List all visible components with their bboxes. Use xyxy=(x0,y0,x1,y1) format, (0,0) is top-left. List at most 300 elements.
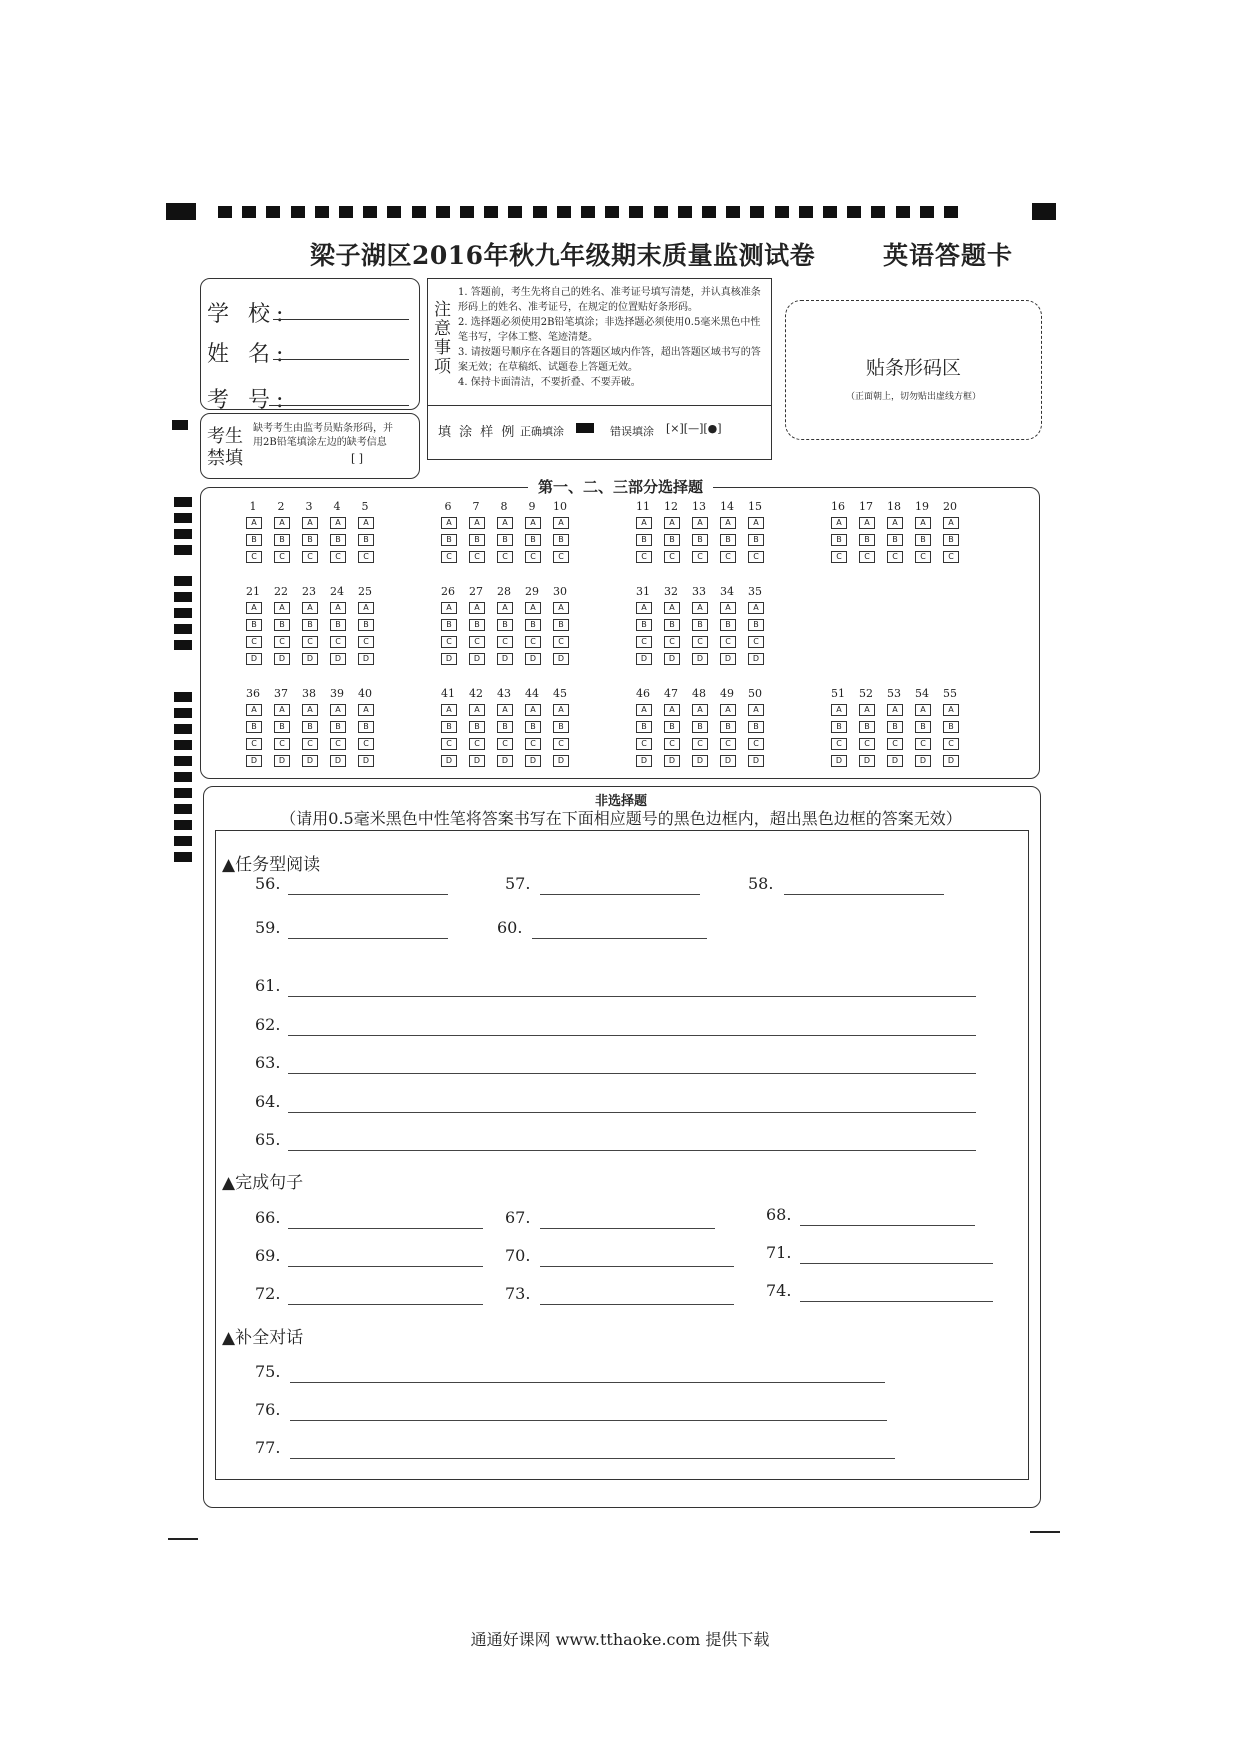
option-bubble-a[interactable]: A xyxy=(525,704,541,716)
option-bubble-a[interactable]: A xyxy=(943,517,959,529)
option-bubble-c[interactable]: C xyxy=(358,738,374,750)
answer-line[interactable] xyxy=(288,894,448,895)
option-bubble-b[interactable]: B xyxy=(525,619,541,631)
option-bubble-c[interactable]: C xyxy=(358,636,374,648)
option-bubble-a[interactable]: A xyxy=(497,602,513,614)
answer-line[interactable] xyxy=(532,938,707,939)
option-bubble-c[interactable]: C xyxy=(302,636,318,648)
timing-mark xyxy=(174,852,192,862)
option-bubble-b[interactable]: B xyxy=(469,721,485,733)
option-bubble-a[interactable]: A xyxy=(274,602,290,614)
question-number: 29 xyxy=(525,585,539,598)
category-complete-sentences: ▲完成句子 xyxy=(222,1173,304,1193)
option-bubble-b[interactable]: B xyxy=(441,721,457,733)
answer-line[interactable] xyxy=(540,1266,734,1267)
barcode-area xyxy=(785,300,1042,440)
option-bubble-d[interactable]: D xyxy=(859,755,875,767)
question-number: 33 xyxy=(692,585,706,598)
option-bubble-b[interactable]: B xyxy=(358,721,374,733)
question-number: 35 xyxy=(748,585,762,598)
option-bubble-a[interactable]: A xyxy=(692,602,708,614)
option-bubble-a[interactable]: A xyxy=(664,602,680,614)
option-bubble-d[interactable]: D xyxy=(358,653,374,665)
notice-item: 3. 请按题号顺序在各题目的答题区域内作答，超出答题区域书写的答案无效；在草稿纸、试题卷上答题无效。 xyxy=(458,347,761,373)
question-number: 49 xyxy=(720,687,734,700)
option-bubble-b[interactable]: B xyxy=(302,721,318,733)
school-field[interactable] xyxy=(273,319,409,320)
answer-line[interactable] xyxy=(540,1228,715,1229)
option-bubble-a[interactable]: A xyxy=(525,517,541,529)
option-bubble-b[interactable]: B xyxy=(664,619,680,631)
timing-mark xyxy=(629,206,643,218)
option-bubble-a[interactable]: A xyxy=(525,602,541,614)
option-bubble-d[interactable]: D xyxy=(831,755,847,767)
option-bubble-a[interactable]: A xyxy=(831,704,847,716)
option-bubble-c[interactable]: C xyxy=(636,738,652,750)
option-bubble-c[interactable]: C xyxy=(692,636,708,648)
option-bubble-c[interactable]: C xyxy=(943,551,959,563)
option-bubble-b[interactable]: B xyxy=(748,721,764,733)
exam-no-label: 考 号: xyxy=(207,388,290,413)
question-number: 19 xyxy=(915,500,929,513)
option-bubble-a[interactable]: A xyxy=(330,602,346,614)
question-number: 31 xyxy=(636,585,650,598)
option-bubble-a[interactable]: A xyxy=(720,704,736,716)
option-bubble-b[interactable]: B xyxy=(692,534,708,546)
timing-mark xyxy=(750,206,764,218)
question-number: 9 xyxy=(528,500,536,513)
timing-mark xyxy=(412,206,426,218)
question-number: 5 xyxy=(361,500,369,513)
timing-mark xyxy=(172,420,188,430)
question-number: 7 xyxy=(472,500,480,513)
answer-number: 60. xyxy=(497,918,523,937)
option-bubble-c[interactable]: C xyxy=(915,551,931,563)
option-bubble-a[interactable]: A xyxy=(330,704,346,716)
option-bubble-c[interactable]: C xyxy=(525,738,541,750)
answer-line[interactable] xyxy=(800,1301,993,1302)
answer-number: 70. xyxy=(505,1246,531,1265)
option-bubble-b[interactable]: B xyxy=(748,619,764,631)
option-bubble-a[interactable]: A xyxy=(497,517,513,529)
option-bubble-c[interactable]: C xyxy=(887,551,903,563)
option-bubble-b[interactable]: B xyxy=(246,619,262,631)
option-bubble-a[interactable]: A xyxy=(302,602,318,614)
option-bubble-b[interactable]: B xyxy=(525,721,541,733)
question-number: 20 xyxy=(943,500,957,513)
answer-line[interactable] xyxy=(288,996,976,997)
option-bubble-b[interactable]: B xyxy=(859,721,875,733)
option-bubble-a[interactable]: A xyxy=(636,602,652,614)
option-bubble-c[interactable]: C xyxy=(358,551,374,563)
timing-mark xyxy=(847,206,861,218)
answer-line[interactable] xyxy=(288,1304,483,1305)
option-bubble-b[interactable]: B xyxy=(246,534,262,546)
option-bubble-d[interactable]: D xyxy=(274,755,290,767)
option-bubble-a[interactable]: A xyxy=(720,517,736,529)
option-bubble-a[interactable]: A xyxy=(553,602,569,614)
option-bubble-a[interactable]: A xyxy=(664,704,680,716)
option-bubble-c[interactable]: C xyxy=(246,636,262,648)
option-bubble-a[interactable]: A xyxy=(358,602,374,614)
option-bubble-b[interactable]: B xyxy=(358,534,374,546)
option-bubble-b[interactable]: B xyxy=(525,534,541,546)
option-bubble-b[interactable]: B xyxy=(330,721,346,733)
option-bubble-d[interactable]: D xyxy=(246,653,262,665)
option-bubble-a[interactable]: A xyxy=(887,704,903,716)
answer-number: 67. xyxy=(505,1208,531,1227)
option-bubble-c[interactable]: C xyxy=(720,636,736,648)
option-bubble-a[interactable]: A xyxy=(330,517,346,529)
option-bubble-b[interactable]: B xyxy=(720,721,736,733)
option-bubble-b[interactable]: B xyxy=(720,534,736,546)
option-bubble-d[interactable]: D xyxy=(636,755,652,767)
option-bubble-b[interactable]: B xyxy=(859,534,875,546)
answer-line[interactable] xyxy=(288,1228,483,1229)
answer-line[interactable] xyxy=(540,1304,734,1305)
answer-line[interactable] xyxy=(540,894,700,895)
option-bubble-b[interactable]: B xyxy=(664,534,680,546)
option-bubble-c[interactable]: C xyxy=(497,636,513,648)
option-bubble-b[interactable]: B xyxy=(887,721,903,733)
question-number: 13 xyxy=(692,500,706,513)
timing-mark xyxy=(654,206,668,218)
option-bubble-d[interactable]: D xyxy=(497,755,513,767)
option-bubble-b[interactable]: B xyxy=(441,534,457,546)
answer-number: 57. xyxy=(505,874,531,893)
answer-number: 58. xyxy=(748,874,774,893)
option-bubble-d[interactable]: D xyxy=(302,653,318,665)
timing-mark xyxy=(944,206,958,218)
option-bubble-a[interactable]: A xyxy=(302,704,318,716)
question-number: 40 xyxy=(358,687,372,700)
answer-line[interactable] xyxy=(290,1458,895,1459)
option-bubble-c[interactable]: C xyxy=(748,636,764,648)
option-bubble-c[interactable]: C xyxy=(302,738,318,750)
option-bubble-d[interactable]: D xyxy=(302,755,318,767)
name-field[interactable] xyxy=(273,359,409,360)
option-bubble-a[interactable]: A xyxy=(915,517,931,529)
option-bubble-d[interactable]: D xyxy=(441,653,457,665)
option-bubble-c[interactable]: C xyxy=(748,551,764,563)
option-bubble-c[interactable]: C xyxy=(441,738,457,750)
option-bubble-b[interactable]: B xyxy=(330,619,346,631)
option-bubble-c[interactable]: C xyxy=(441,636,457,648)
question-number: 36 xyxy=(246,687,260,700)
option-bubble-a[interactable]: A xyxy=(302,517,318,529)
option-bubble-b[interactable]: B xyxy=(274,721,290,733)
notice-list xyxy=(458,285,763,390)
option-bubble-a[interactable]: A xyxy=(553,704,569,716)
name-label: 姓 名: xyxy=(207,342,290,367)
option-bubble-b[interactable]: B xyxy=(887,534,903,546)
footer-text: 通通好课网 www.tthaoke.com 提供下载 xyxy=(470,1630,770,1649)
choice-section xyxy=(200,487,1040,779)
option-bubble-b[interactable]: B xyxy=(469,619,485,631)
choice-section-title: 第一、二、三部分选择题 xyxy=(528,476,713,497)
timing-mark xyxy=(166,203,196,220)
option-bubble-c[interactable]: C xyxy=(859,551,875,563)
option-bubble-a[interactable]: A xyxy=(246,517,262,529)
option-bubble-a[interactable]: A xyxy=(246,704,262,716)
answer-line[interactable] xyxy=(288,1266,483,1267)
option-bubble-a[interactable]: A xyxy=(859,517,875,529)
option-bubble-c[interactable]: C xyxy=(553,636,569,648)
option-bubble-c[interactable]: C xyxy=(748,738,764,750)
option-bubble-d[interactable]: D xyxy=(692,755,708,767)
answer-line[interactable] xyxy=(800,1225,975,1226)
option-bubble-b[interactable]: B xyxy=(469,534,485,546)
answer-line[interactable] xyxy=(288,1035,976,1036)
option-bubble-a[interactable]: A xyxy=(274,704,290,716)
option-bubble-b[interactable]: B xyxy=(553,619,569,631)
answer-number: 61. xyxy=(255,976,281,995)
option-bubble-c[interactable]: C xyxy=(915,738,931,750)
option-bubble-b[interactable]: B xyxy=(274,619,290,631)
option-bubble-c[interactable]: C xyxy=(246,551,262,563)
option-bubble-a[interactable]: A xyxy=(692,517,708,529)
timing-mark xyxy=(174,640,192,650)
notice-item: 1. 答题前，考生先将自己的姓名、准考证号填写清楚，并认真核准条形码上的姓名、准考证号，在规定的位置贴好条形码。 xyxy=(458,287,761,313)
barcode-note: （正面朝上，切勿贴出虚线方框） xyxy=(845,392,981,402)
option-bubble-c[interactable]: C xyxy=(330,738,346,750)
option-bubble-c[interactable]: C xyxy=(274,551,290,563)
option-bubble-c[interactable]: C xyxy=(943,738,959,750)
option-bubble-d[interactable]: D xyxy=(358,755,374,767)
answer-number: 66. xyxy=(255,1208,281,1227)
timing-mark xyxy=(605,206,619,218)
option-bubble-b[interactable]: B xyxy=(915,534,931,546)
option-bubble-d[interactable]: D xyxy=(330,755,346,767)
option-bubble-c[interactable]: C xyxy=(469,636,485,648)
option-bubble-a[interactable]: A xyxy=(441,602,457,614)
option-bubble-b[interactable]: B xyxy=(636,619,652,631)
option-bubble-c[interactable]: C xyxy=(664,636,680,648)
option-bubble-a[interactable]: A xyxy=(831,517,847,529)
option-bubble-b[interactable]: B xyxy=(831,534,847,546)
question-number: 51 xyxy=(831,687,845,700)
option-bubble-d[interactable]: D xyxy=(636,653,652,665)
option-bubble-c[interactable]: C xyxy=(887,738,903,750)
option-bubble-a[interactable]: A xyxy=(441,517,457,529)
option-bubble-c[interactable]: C xyxy=(831,551,847,563)
option-bubble-d[interactable]: D xyxy=(720,653,736,665)
exam-no-field[interactable] xyxy=(269,405,409,406)
question-number: 37 xyxy=(274,687,288,700)
option-bubble-c[interactable]: C xyxy=(274,636,290,648)
option-bubble-c[interactable]: C xyxy=(636,551,652,563)
option-bubble-d[interactable]: D xyxy=(720,755,736,767)
question-number: 39 xyxy=(330,687,344,700)
option-bubble-b[interactable]: B xyxy=(636,721,652,733)
option-bubble-a[interactable]: A xyxy=(469,602,485,614)
option-bubble-b[interactable]: B xyxy=(636,534,652,546)
option-bubble-b[interactable]: B xyxy=(497,534,513,546)
answer-number: 62. xyxy=(255,1014,281,1034)
option-bubble-c[interactable]: C xyxy=(441,551,457,563)
option-bubble-a[interactable]: A xyxy=(859,704,875,716)
option-bubble-a[interactable]: A xyxy=(636,517,652,529)
option-bubble-d[interactable]: D xyxy=(469,755,485,767)
option-bubble-a[interactable]: A xyxy=(915,704,931,716)
option-bubble-b[interactable]: B xyxy=(274,534,290,546)
option-bubble-a[interactable]: A xyxy=(720,602,736,614)
question-number: 3 xyxy=(305,500,313,513)
timing-mark xyxy=(174,576,192,586)
option-bubble-d[interactable]: D xyxy=(748,755,764,767)
option-bubble-c[interactable]: C xyxy=(469,551,485,563)
option-bubble-d[interactable]: D xyxy=(664,653,680,665)
option-bubble-c[interactable]: C xyxy=(330,636,346,648)
option-bubble-b[interactable]: B xyxy=(692,619,708,631)
correct-label: 正确填涂 xyxy=(520,425,564,438)
option-bubble-b[interactable]: B xyxy=(664,721,680,733)
option-bubble-b[interactable]: B xyxy=(720,619,736,631)
timing-mark xyxy=(174,740,192,750)
option-bubble-d[interactable]: D xyxy=(246,755,262,767)
option-bubble-b[interactable]: B xyxy=(441,619,457,631)
option-bubble-d[interactable]: D xyxy=(330,653,346,665)
option-bubble-a[interactable]: A xyxy=(664,517,680,529)
option-bubble-a[interactable]: A xyxy=(748,704,764,716)
option-bubble-d[interactable]: D xyxy=(553,653,569,665)
option-bubble-c[interactable]: C xyxy=(302,551,318,563)
option-bubble-a[interactable]: A xyxy=(441,704,457,716)
question-number: 28 xyxy=(497,585,511,598)
option-bubble-b[interactable]: B xyxy=(692,721,708,733)
option-bubble-c[interactable]: C xyxy=(525,636,541,648)
option-bubble-a[interactable]: A xyxy=(497,704,513,716)
option-bubble-c[interactable]: C xyxy=(246,738,262,750)
option-bubble-d[interactable]: D xyxy=(664,755,680,767)
option-bubble-b[interactable]: B xyxy=(358,619,374,631)
option-bubble-a[interactable]: A xyxy=(246,602,262,614)
option-bubble-c[interactable]: C xyxy=(859,738,875,750)
option-bubble-d[interactable]: D xyxy=(692,653,708,665)
option-bubble-a[interactable]: A xyxy=(692,704,708,716)
answer-line[interactable] xyxy=(288,1112,976,1113)
timing-mark xyxy=(460,206,474,218)
option-bubble-c[interactable]: C xyxy=(553,738,569,750)
option-bubble-b[interactable]: B xyxy=(915,721,931,733)
option-bubble-b[interactable]: B xyxy=(497,619,513,631)
option-bubble-a[interactable]: A xyxy=(887,517,903,529)
option-bubble-b[interactable]: B xyxy=(302,534,318,546)
option-bubble-d[interactable]: D xyxy=(274,653,290,665)
option-bubble-d[interactable]: D xyxy=(553,755,569,767)
answer-line[interactable] xyxy=(288,938,448,939)
option-bubble-c[interactable]: C xyxy=(553,551,569,563)
answer-line[interactable] xyxy=(288,1073,976,1074)
category-task-reading: ▲任务型阅读 xyxy=(222,855,321,875)
option-bubble-c[interactable]: C xyxy=(330,551,346,563)
timing-mark xyxy=(775,206,789,218)
option-bubble-a[interactable]: A xyxy=(469,517,485,529)
option-bubble-c[interactable]: C xyxy=(664,551,680,563)
option-bubble-c[interactable]: C xyxy=(720,738,736,750)
option-bubble-a[interactable]: A xyxy=(943,704,959,716)
timing-mark xyxy=(823,206,837,218)
option-bubble-d[interactable]: D xyxy=(469,653,485,665)
option-bubble-a[interactable]: A xyxy=(636,704,652,716)
answer-number: 59. xyxy=(255,918,281,937)
option-bubble-c[interactable]: C xyxy=(692,551,708,563)
option-bubble-d[interactable]: D xyxy=(525,755,541,767)
question-number: 55 xyxy=(943,687,957,700)
option-bubble-b[interactable]: B xyxy=(943,534,959,546)
option-bubble-b[interactable]: B xyxy=(330,534,346,546)
absent-checkbox[interactable]: [ ] xyxy=(351,452,364,465)
timing-mark xyxy=(291,206,305,218)
option-bubble-d[interactable]: D xyxy=(887,755,903,767)
option-bubble-d[interactable]: D xyxy=(943,755,959,767)
option-bubble-b[interactable]: B xyxy=(943,721,959,733)
answer-line[interactable] xyxy=(784,894,944,895)
answer-number: 64. xyxy=(255,1091,281,1111)
option-bubble-b[interactable]: B xyxy=(553,534,569,546)
answer-line[interactable] xyxy=(290,1420,887,1421)
option-bubble-c[interactable]: C xyxy=(497,551,513,563)
option-bubble-c[interactable]: C xyxy=(664,738,680,750)
option-bubble-b[interactable]: B xyxy=(553,721,569,733)
absent-label: 考生禁填 xyxy=(207,426,243,469)
question-number: 32 xyxy=(664,585,678,598)
option-bubble-a[interactable]: A xyxy=(553,517,569,529)
option-bubble-d[interactable]: D xyxy=(497,653,513,665)
answer-line[interactable] xyxy=(290,1382,885,1383)
timing-mark xyxy=(363,206,377,218)
option-bubble-b[interactable]: B xyxy=(831,721,847,733)
option-bubble-b[interactable]: B xyxy=(748,534,764,546)
option-bubble-c[interactable]: C xyxy=(720,551,736,563)
notice-item: 4. 保持卡面清洁，不要折叠、不要弄破。 xyxy=(458,377,641,388)
option-bubble-c[interactable]: C xyxy=(692,738,708,750)
timing-mark xyxy=(174,545,192,555)
option-bubble-a[interactable]: A xyxy=(748,602,764,614)
answer-line[interactable] xyxy=(800,1263,993,1264)
answer-line[interactable] xyxy=(288,1150,976,1151)
option-bubble-d[interactable]: D xyxy=(441,755,457,767)
timing-mark xyxy=(339,206,353,218)
question-number: 34 xyxy=(720,585,734,598)
correct-fill-sample xyxy=(576,423,594,433)
option-bubble-a[interactable]: A xyxy=(358,704,374,716)
timing-mark xyxy=(726,206,740,218)
option-bubble-b[interactable]: B xyxy=(497,721,513,733)
answer-number: 63. xyxy=(255,1053,281,1072)
option-bubble-a[interactable]: A xyxy=(358,517,374,529)
option-bubble-c[interactable]: C xyxy=(831,738,847,750)
option-bubble-c[interactable]: C xyxy=(525,551,541,563)
option-bubble-a[interactable]: A xyxy=(469,704,485,716)
option-bubble-b[interactable]: B xyxy=(246,721,262,733)
question-number: 41 xyxy=(441,687,455,700)
question-number: 21 xyxy=(246,585,260,598)
timing-mark xyxy=(436,206,450,218)
option-bubble-d[interactable]: D xyxy=(525,653,541,665)
option-bubble-c[interactable]: C xyxy=(497,738,513,750)
corner-mark-right xyxy=(1030,1531,1060,1533)
option-bubble-d[interactable]: D xyxy=(748,653,764,665)
option-bubble-c[interactable]: C xyxy=(274,738,290,750)
option-bubble-d[interactable]: D xyxy=(915,755,931,767)
option-bubble-a[interactable]: A xyxy=(748,517,764,529)
option-bubble-a[interactable]: A xyxy=(274,517,290,529)
option-bubble-c[interactable]: C xyxy=(469,738,485,750)
option-bubble-c[interactable]: C xyxy=(636,636,652,648)
question-number: 48 xyxy=(692,687,706,700)
option-bubble-b[interactable]: B xyxy=(302,619,318,631)
